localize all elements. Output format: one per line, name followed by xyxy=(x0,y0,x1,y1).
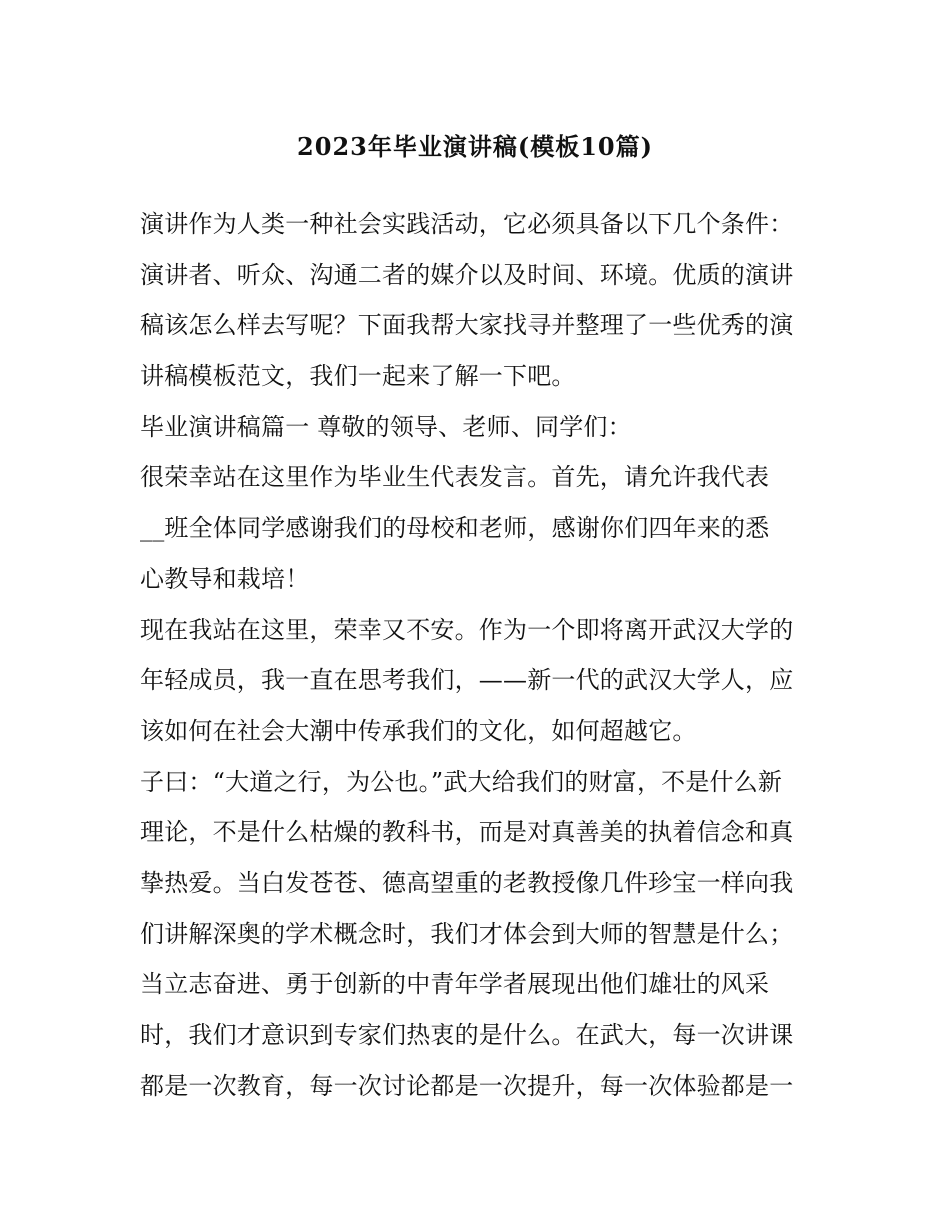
paragraph-line: 当立志奋进、勇于创新的中青年学者展现出他们雄壮的风采 xyxy=(140,970,770,999)
section-heading-line: 毕业演讲稿篇一 尊敬的领导、老师、同学们： xyxy=(140,412,632,441)
paragraph-line: 子曰：“大道之行，为公也。”武大给我们的财富，不是什么新 xyxy=(140,767,783,796)
paragraph-line: 时，我们才意识到专家们热衷的是什么。在武大，每一次讲课 xyxy=(140,1021,794,1049)
paragraph-line: 很荣幸站在这里作为毕业生代表发言。首先，请允许我代表 xyxy=(140,463,770,492)
paragraph-line: 演讲者、听众、沟通二者的媒介以及时间、环境。优质的演讲 xyxy=(140,260,794,289)
paragraph-line: 挚热爱。当白发苍苍、德高望重的老教授像几件珍宝一样向我 xyxy=(140,868,794,897)
paragraph-line: 都是一次教育，每一次讨论都是一次提升，每一次体验都是一 xyxy=(140,1071,794,1100)
document-body xyxy=(140,199,812,1111)
paragraph-line: 理论，不是什么枯燥的教科书，而是对真善美的执着信念和真 xyxy=(140,818,794,847)
paragraph-line: 们讲解深奥的学术概念时，我们才体会到大师的智慧是什么； xyxy=(140,919,794,948)
document-title: 2023年毕业演讲稿(模板10篇) xyxy=(297,132,653,161)
paragraph-line: 心教导和栽培！ xyxy=(140,564,310,593)
paragraph-line: __班全体同学感谢我们的母校和老师，感谢你们四年来的悉 xyxy=(140,514,770,543)
paragraph-line: 讲稿模板范文，我们一起来了解一下吧。 xyxy=(140,362,576,391)
paragraph-line: 现在我站在这里，荣幸又不安。作为一个即将离开武汉大学的 xyxy=(140,615,794,644)
paragraph-line: 稿该怎么样去写呢？下面我帮大家找寻并整理了一些优秀的演 xyxy=(140,311,794,340)
paragraph-line: 年轻成员，我一直在思考我们，——新一代的武汉大学人，应 xyxy=(140,666,794,695)
paragraph-line: 演讲作为人类一种社会实践活动，它必须具备以下几个条件： xyxy=(140,210,794,238)
paragraph-line: 该如何在社会大潮中传承我们的文化，如何超越它。 xyxy=(140,716,697,745)
